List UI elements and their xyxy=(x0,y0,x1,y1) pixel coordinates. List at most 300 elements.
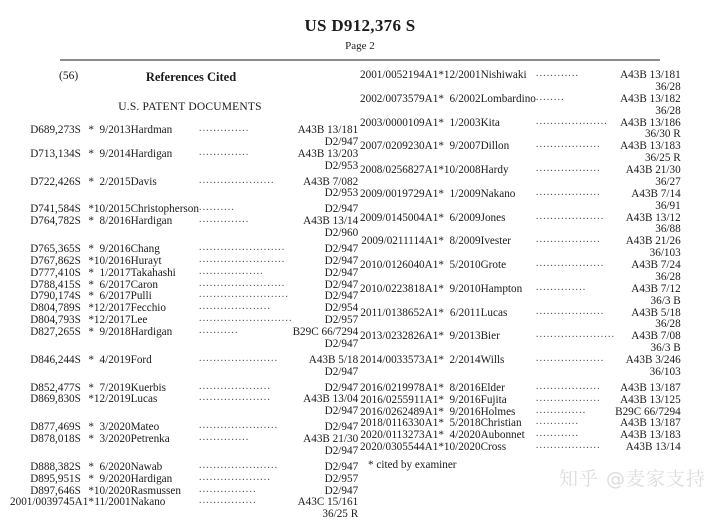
citation-subclassification: 36/3 B xyxy=(650,342,681,355)
citation-examiner-star: * xyxy=(88,302,94,315)
citation-examiner-star: * xyxy=(438,187,444,200)
citation-kind-code: A1 xyxy=(424,259,439,271)
citation-kind-code: A1 xyxy=(424,417,439,430)
citation-inventor-name: Hardigan xyxy=(130,147,173,160)
citation-inventor-name: Mateo xyxy=(130,421,160,434)
citation-subclass-row xyxy=(360,367,681,379)
citation-subclass-row xyxy=(360,177,681,189)
inid-code-56: (56) xyxy=(59,70,79,82)
page-header xyxy=(0,0,720,61)
citation-inventor-name: Dillon xyxy=(480,140,510,153)
citation-date: 10/2008 xyxy=(443,164,481,176)
citation-patent-number: D722,426 xyxy=(30,175,75,188)
citation-row xyxy=(10,244,358,256)
citation-patent-number: D877,469 xyxy=(30,421,75,434)
citation-subclass-row xyxy=(10,406,358,418)
citation-patent-number: D804,789 xyxy=(30,302,75,315)
citation-patent-number: 2010/0223818 xyxy=(360,282,425,295)
citation-kind-code: S xyxy=(74,266,81,279)
citation-kind-code: A1 xyxy=(424,306,439,319)
citation-kind-code: S xyxy=(74,175,81,188)
citation-subclass-row xyxy=(360,296,681,308)
citation-kind-code: S xyxy=(74,302,81,315)
citation-subclassification: D2/947 xyxy=(324,365,359,378)
citation-kind-code: A1 xyxy=(424,187,439,200)
citation-classification: A43B 21/30 xyxy=(303,433,359,445)
citation-kind-code: S xyxy=(74,353,81,366)
citation-date: 6/2002 xyxy=(449,92,481,105)
citation-date: 9/2014 xyxy=(99,147,131,160)
citation-inventor-name: Hardy xyxy=(480,164,509,176)
citation-patent-number: D878,018 xyxy=(30,433,75,445)
citation-inventor-name: Hardigan xyxy=(130,326,173,338)
citation-subclassification: D2/953 xyxy=(324,159,359,172)
citation-examiner-star: * xyxy=(438,116,444,129)
citation-classification: D2/947 xyxy=(324,381,359,394)
citation-classification: D2/947 xyxy=(324,460,359,473)
citation-date: 9/2016 xyxy=(449,405,481,418)
citation-row xyxy=(360,236,681,248)
citation-row xyxy=(360,189,681,201)
citation-examiner-star: * xyxy=(438,69,444,81)
citation-subclassification: 36/30 R xyxy=(644,128,681,141)
citation-date: 4/2019 xyxy=(99,353,131,366)
subclass-spacer xyxy=(360,296,615,308)
citation-leader-dots: .................. xyxy=(535,394,601,404)
references-cited-title: References Cited xyxy=(145,70,237,84)
citation-inventor-name: Elder xyxy=(480,381,505,394)
citation-classification: A43B 13/203 xyxy=(297,147,359,160)
left-column xyxy=(0,70,360,521)
citation-subclassification: D2/947 xyxy=(324,444,359,457)
citation-kind-code: A1 xyxy=(74,496,89,509)
citation-date: 6/2009 xyxy=(449,211,481,224)
citation-examiner-star: * xyxy=(88,381,94,394)
citation-leader-dots: .............. xyxy=(198,216,250,226)
citation-examiner-star: * xyxy=(88,215,94,228)
citation-inventor-name: Chang xyxy=(130,242,160,255)
citation-classification: A43B 21/26 xyxy=(625,235,681,248)
citation-subclassification: 36/103 xyxy=(649,365,681,378)
citations-body xyxy=(0,70,720,521)
citation-row xyxy=(360,284,681,296)
citation-examiner-star: * xyxy=(438,441,444,454)
citation-kind-code: A1 xyxy=(424,164,439,176)
citation-inventor-name: Davis xyxy=(130,175,157,188)
left-table-body xyxy=(10,125,358,521)
citation-date: 9/2016 xyxy=(99,242,131,255)
citation-date: 3/2020 xyxy=(99,421,131,434)
citation-row xyxy=(360,355,681,367)
citation-patent-number: 2010/0126040 xyxy=(360,259,425,271)
citation-inventor-name: Lee xyxy=(130,314,148,327)
citation-date: 10/2020 xyxy=(93,484,131,497)
citation-subclassification: 36/28 xyxy=(655,270,681,283)
citation-date: 9/2013 xyxy=(99,124,131,136)
citation-leader-dots: ........................ xyxy=(198,255,286,265)
citation-patent-number: 2009/0145004 xyxy=(360,211,425,224)
citation-leader-dots: .................. xyxy=(535,165,601,174)
citation-row xyxy=(360,260,681,272)
citation-subclassification: 36/28 xyxy=(655,318,681,331)
citation-patent-number: 2018/0116330 xyxy=(360,417,425,430)
citation-date: 1/2003 xyxy=(449,116,481,129)
subclass-spacer xyxy=(10,509,293,521)
citation-leader-dots: .................... xyxy=(198,382,271,392)
citation-inventor-name: Rasmussen xyxy=(130,484,181,497)
citation-date: 9/2020 xyxy=(99,472,131,485)
citation-row xyxy=(360,213,681,225)
citation-inventor-name: Christopherson xyxy=(130,203,199,216)
subclass-spacer xyxy=(360,177,615,189)
citation-date: 12/2017 xyxy=(93,302,131,315)
citation-row xyxy=(10,434,358,446)
citation-row xyxy=(10,216,358,228)
citation-subclassification: 36/3 B xyxy=(650,294,681,307)
citation-examiner-star: * xyxy=(438,429,444,442)
citation-row xyxy=(360,383,681,395)
citation-classification: D2/947 xyxy=(324,203,359,216)
us-patent-documents-subheading: U.S. PATENT DOCUMENTS xyxy=(118,101,262,113)
citation-inventor-name: Caron xyxy=(130,278,158,291)
citation-leader-dots: ............ xyxy=(535,430,580,440)
citation-date: 2/2014 xyxy=(449,354,481,366)
citation-row xyxy=(10,149,358,161)
page-label: Page 2 xyxy=(345,39,375,52)
citation-leader-dots: ................ xyxy=(198,497,257,507)
citation-leader-dots: ...................... xyxy=(198,354,279,364)
citation-classification: D2/947 xyxy=(324,421,359,434)
citation-inventor-name: Ford xyxy=(130,353,152,366)
citation-subclass-row xyxy=(10,509,358,521)
citation-kind-code: A1 xyxy=(424,381,439,394)
citation-date: 6/2011 xyxy=(449,306,481,319)
citation-classification: A43B 13/12 xyxy=(625,211,681,224)
citation-kind-code: S xyxy=(74,124,81,136)
citation-date: 6/2020 xyxy=(99,460,131,473)
citation-patent-number: D827,265 xyxy=(30,326,75,338)
citation-leader-dots: ........... xyxy=(198,327,239,336)
citation-date: 6/2017 xyxy=(99,290,131,303)
citation-subclassification: D2/947 xyxy=(324,405,359,418)
citation-classification: D2/954 xyxy=(324,302,359,315)
patent-number: US D912,376 S xyxy=(304,16,416,35)
citation-patent-number: 2001/0039745 xyxy=(10,496,75,509)
citation-examiner-star: * xyxy=(88,484,94,497)
citation-subclassification: D2/953 xyxy=(324,187,359,200)
citation-date: 9/2013 xyxy=(449,330,481,343)
citation-leader-dots: ................... xyxy=(535,212,605,222)
citation-classification: A43B 5/18 xyxy=(308,353,359,366)
citation-inventor-name: Wills xyxy=(480,354,505,366)
citation-subclassification: 36/103 xyxy=(649,247,681,260)
citation-date: 8/2009 xyxy=(449,235,481,248)
citation-kind-code: S xyxy=(74,203,81,216)
citation-subclass-row xyxy=(360,201,681,213)
citation-date: 1/2017 xyxy=(99,266,131,279)
us-patent-documents-table xyxy=(10,125,358,521)
subclass-spacer xyxy=(360,106,615,118)
citation-patent-number: 2007/0209230 xyxy=(360,140,425,153)
citation-row xyxy=(360,442,681,454)
citation-subclass-row xyxy=(10,228,358,240)
citation-classification: D2/957 xyxy=(324,314,359,327)
subclass-spacer xyxy=(10,188,293,200)
citation-leader-dots: .......... xyxy=(198,204,235,214)
citation-date: 10/2015 xyxy=(93,203,131,216)
citation-leader-dots: .................... xyxy=(535,117,608,127)
citation-patent-number: D765,365 xyxy=(30,242,75,255)
citation-row xyxy=(10,177,358,189)
citation-classification: A43B 13/183 xyxy=(620,140,681,153)
citation-inventor-name: Fecchio xyxy=(130,302,167,315)
citation-examiner-star: * xyxy=(438,282,444,295)
citation-subclassification: 36/27 xyxy=(655,175,681,188)
citation-date: 1/2009 xyxy=(449,187,481,200)
citation-inventor-name: Hardman xyxy=(130,124,173,136)
citation-date: 8/2016 xyxy=(449,381,481,394)
citation-examiner-star: * xyxy=(88,147,94,160)
citation-inventor-name: Grote xyxy=(480,259,507,271)
citation-patent-number: D713,134 xyxy=(30,147,75,160)
subclass-spacer xyxy=(10,406,293,418)
citation-leader-dots: .............. xyxy=(198,148,250,158)
citation-kind-code: S xyxy=(74,242,81,255)
citation-leader-dots: .................. xyxy=(198,267,264,277)
citation-subclass-row xyxy=(10,339,358,351)
citation-row xyxy=(360,70,681,82)
citation-classification: D2/947 xyxy=(324,484,359,497)
citation-row xyxy=(360,94,681,106)
citation-leader-dots: .................. xyxy=(535,236,601,246)
citation-row xyxy=(360,331,681,343)
citation-classification: A43B 13/182 xyxy=(620,92,681,105)
subclass-spacer xyxy=(360,272,615,284)
citation-classification: D2/947 xyxy=(324,290,359,303)
citation-examiner-star: * xyxy=(438,393,444,406)
citation-row xyxy=(10,462,358,474)
citation-patent-number: D767,862 xyxy=(30,254,75,267)
citation-kind-code: S xyxy=(74,381,81,394)
citation-classification: A43B 7/12 xyxy=(631,282,681,295)
subclass-spacer xyxy=(10,446,293,458)
citation-row xyxy=(10,256,358,268)
citation-kind-code: S xyxy=(74,278,81,291)
citation-subclassification: 36/88 xyxy=(655,223,681,236)
citation-patent-number: D895,951 xyxy=(30,472,75,485)
citation-leader-dots: ...................... xyxy=(198,422,279,432)
citation-subclassification: 36/25 R xyxy=(644,152,681,165)
citation-examiner-star: * xyxy=(438,259,444,271)
citation-leader-dots: .................. xyxy=(535,382,601,392)
citation-date: 9/2010 xyxy=(449,282,481,295)
citation-subclassification: D2/960 xyxy=(324,227,359,239)
citation-subclass-row xyxy=(10,188,358,200)
citation-classification: A43B 13/14 xyxy=(625,441,681,454)
citation-kind-code: A1 xyxy=(424,429,439,442)
citation-subclassification: 36/91 xyxy=(655,199,681,212)
right-table-body xyxy=(360,70,681,454)
citation-row xyxy=(360,141,681,153)
citation-kind-code: A1 xyxy=(424,354,439,366)
citation-classification: D2/947 xyxy=(324,278,359,291)
citation-patent-number: D846,244 xyxy=(30,353,75,366)
citation-classification: B29C 66/7294 xyxy=(292,326,359,338)
citation-leader-dots: ................... xyxy=(535,260,605,269)
citation-leader-dots: ............ xyxy=(535,418,580,428)
citation-leader-dots: .................... xyxy=(198,394,271,404)
citation-kind-code: S xyxy=(74,326,81,338)
citation-kind-code: S xyxy=(74,433,81,445)
citation-kind-code: S xyxy=(74,484,81,497)
citation-inventor-name: Hardigan xyxy=(130,215,173,228)
citation-inventor-name: Nakano xyxy=(130,496,166,509)
citation-patent-number: 2011/0138652 xyxy=(360,306,425,319)
citation-inventor-name: Nakano xyxy=(480,187,516,200)
citation-inventor-name: Kita xyxy=(480,116,500,129)
citation-examiner-star: * xyxy=(438,211,444,224)
citation-patent-number: 2020/0113273 xyxy=(360,429,425,442)
citation-subclassification: 36/25 R xyxy=(322,508,359,521)
citation-examiner-star: * xyxy=(438,354,444,366)
citation-inventor-name: Hardigan xyxy=(130,472,173,485)
citation-patent-number: D790,174 xyxy=(30,290,75,303)
citation-classification: A43B 21/30 xyxy=(625,164,681,176)
citation-kind-code: S xyxy=(74,393,81,406)
citation-patent-number: 2016/0262489 xyxy=(360,405,425,418)
citation-classification: B29C 66/7294 xyxy=(615,405,681,418)
citation-row xyxy=(10,394,358,406)
citation-date: 9/2007 xyxy=(449,140,481,153)
citation-inventor-name: Cross xyxy=(480,441,507,454)
citation-patent-number: 2003/0000109 xyxy=(360,116,425,129)
citation-leader-dots: .................... xyxy=(198,303,271,313)
subclass-spacer xyxy=(10,161,293,173)
citation-classification: A43B 5/18 xyxy=(631,306,681,319)
citation-inventor-name: Holmes xyxy=(480,405,516,418)
citation-inventor-name: Aubonnet xyxy=(480,429,525,442)
citation-inventor-name: Petrenka xyxy=(130,433,170,445)
citation-subclass-row xyxy=(10,137,358,149)
citation-date: 6/2017 xyxy=(99,278,131,291)
citation-leader-dots: .................. xyxy=(535,442,601,452)
citation-patent-number: 2016/0219978 xyxy=(360,381,425,394)
citation-row xyxy=(10,355,358,367)
citation-inventor-name: Christian xyxy=(480,417,522,430)
citation-examiner-star: * xyxy=(88,254,94,267)
citation-row xyxy=(360,118,681,130)
citation-inventor-name: Hampton xyxy=(480,282,523,295)
citation-date: 5/2010 xyxy=(449,259,481,271)
citation-row xyxy=(360,395,681,407)
citation-examiner-star: * xyxy=(88,242,94,255)
citation-examiner-star: * xyxy=(438,330,444,343)
citation-examiner-star: * xyxy=(438,92,444,105)
citation-classification: A43C 15/161 xyxy=(297,496,359,509)
citation-inventor-name: Lucas xyxy=(480,306,508,319)
citation-subclass-row xyxy=(360,82,681,94)
citation-leader-dots: ...................... xyxy=(198,461,279,471)
citation-patent-number: D764,782 xyxy=(30,215,75,228)
citation-subclass-row xyxy=(360,272,681,284)
citation-date: 9/2016 xyxy=(449,393,481,406)
citation-inventor-name: Lucas xyxy=(130,393,158,406)
citation-date: 5/2018 xyxy=(449,417,481,430)
citation-date: 11/2001 xyxy=(94,496,131,509)
citation-patent-number: 2020/0305544 xyxy=(360,441,425,454)
citation-leader-dots: .................... xyxy=(198,473,271,483)
citation-patent-number: 2009/0019729 xyxy=(360,187,425,200)
citation-leader-dots: .................. xyxy=(535,188,601,198)
citation-date: 4/2020 xyxy=(449,429,481,442)
citation-leader-dots: .......................... xyxy=(198,315,293,325)
citation-leader-dots: .............. xyxy=(198,434,250,443)
header-divider xyxy=(60,59,660,61)
citation-kind-code: S xyxy=(74,460,81,473)
citation-examiner-star: * xyxy=(88,278,94,291)
citation-classification: A43B 13/183 xyxy=(620,429,681,442)
citation-leader-dots: .............. xyxy=(198,125,250,134)
citation-subclassification: D2/947 xyxy=(324,337,359,350)
citation-subclassification: 36/28 xyxy=(655,104,681,117)
subclass-spacer xyxy=(360,201,615,213)
citation-examiner-star: * xyxy=(88,472,94,485)
citation-patent-number: D804,793 xyxy=(30,314,75,327)
citation-examiner-star: * xyxy=(88,124,94,136)
citation-patent-number: 2009/0211114 xyxy=(361,235,425,248)
citation-classification: D2/957 xyxy=(324,472,359,485)
citation-kind-code: S xyxy=(74,290,81,303)
citation-classification: A43B 7/08 xyxy=(631,330,681,343)
citation-inventor-name: Nawab xyxy=(130,460,163,473)
citation-kind-code: A1 xyxy=(424,282,439,295)
citation-leader-dots: .................. xyxy=(535,141,601,151)
citation-subclass-row xyxy=(10,161,358,173)
citation-inventor-name: Nishiwaki xyxy=(480,69,527,81)
citation-leader-dots: ..................... xyxy=(198,176,275,186)
zhihu-watermark: 知乎 @麦家支持 xyxy=(558,468,706,490)
citation-leader-dots: ................ xyxy=(198,485,257,495)
citation-date: 10/2016 xyxy=(93,254,131,267)
citation-examiner-star: * xyxy=(438,381,444,394)
citation-patent-number: 2002/0073579 xyxy=(360,92,425,105)
citation-kind-code: A1 xyxy=(424,140,439,153)
citation-kind-code: A1 xyxy=(424,330,439,343)
citation-kind-code: A1 xyxy=(424,405,439,418)
citation-examiner-star: * xyxy=(88,314,94,327)
citation-leader-dots: .............. xyxy=(535,283,587,293)
citation-classification: A43B 13/14 xyxy=(303,215,359,228)
right-column xyxy=(360,70,720,521)
citation-kind-code: S xyxy=(74,254,81,267)
citation-examiner-star: * xyxy=(88,353,94,366)
citation-patent-number: D741,584 xyxy=(30,203,75,216)
citation-kind-code: S xyxy=(74,147,81,160)
citation-patent-number: 2001/0052194 xyxy=(360,69,425,81)
citation-row xyxy=(360,308,681,320)
citation-classification: A43B 13/04 xyxy=(303,393,359,406)
citation-row xyxy=(10,327,358,339)
citation-inventor-name: Bier xyxy=(480,330,500,343)
citation-examiner-star: * xyxy=(88,460,94,473)
citation-examiner-star: * xyxy=(438,235,444,248)
citation-classification: D2/947 xyxy=(324,266,359,279)
citation-date: 9/2018 xyxy=(99,326,131,338)
subclass-spacer xyxy=(360,82,615,94)
citation-kind-code: A1 xyxy=(424,393,439,406)
citation-inventor-name: Ivester xyxy=(480,235,512,248)
citation-row xyxy=(10,474,358,486)
